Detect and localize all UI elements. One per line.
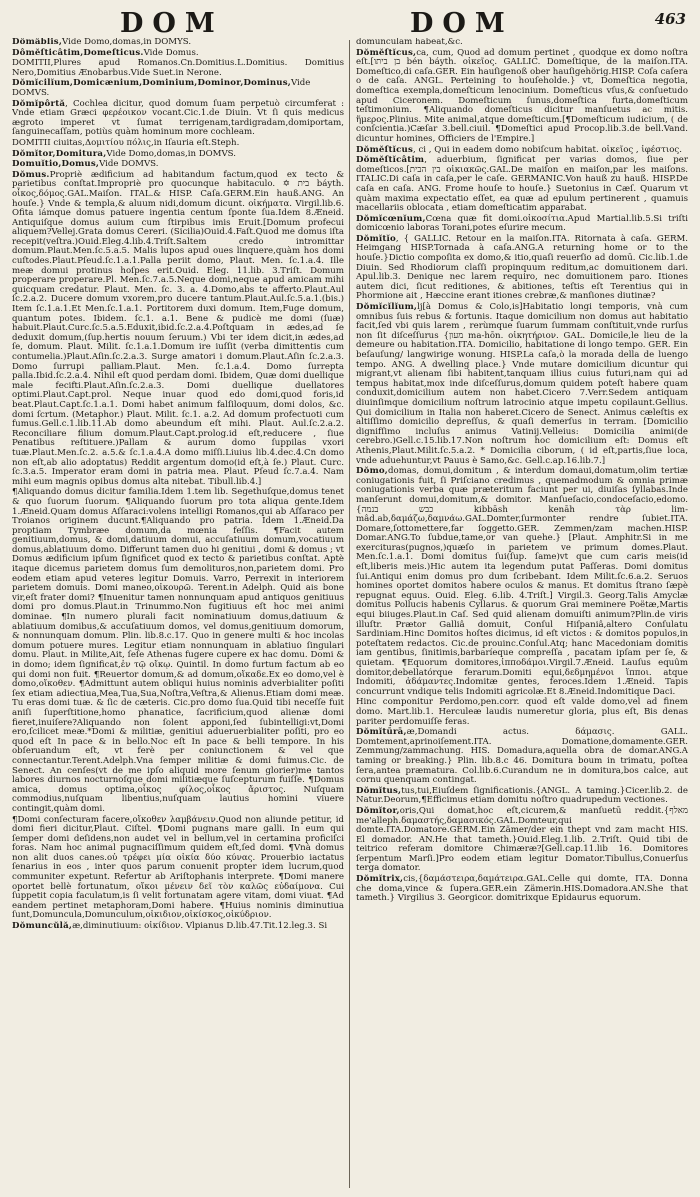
entry-text: , aduerbium, ſignificat per varias domos, ſiue per domeſticos.[בין הבית οἰκιακῶς.GAL.De maiſon en maiſon,par les maiſons. ITALIC.Di caſa in caſa,per le caſe. GERMANIC.Von hauß zu hauß. HISP.De caſa en caſa. ANG. Frome houſe to houſe.} Suetonius in Cæſ. Quarum vt quàm maxima expectatio eſſet, ea quæ ad epulum pertinerent , quamuis macellariis oblocata , etiam domeſticatim apparabat. [356, 155, 688, 214]
dictionary-entry [12, 139, 344, 149]
entry-headword: Dŏmuncŭlă, [12, 921, 73, 932]
entry-text: Vide Domo,domas,in DOMVS. [106, 148, 236, 159]
entry-headword: Dŏmĭtūrā, [356, 727, 407, 738]
entry-headword: Dŏmĭtor, [356, 805, 400, 816]
entry-text: Propriè ædificium ad habitandum factum,quod ex tecto & parietibus conſtat.Impropriè pro quocunque habitaculo. ✡ בית báyth. οἶκος,δόμος.GAL.Maiſon. ITAL.& HISP. Caſa.GERM.Ein hauß.ANG. An houſe.} Vnde & templa,& aluum nidi,domum dicunt. οἰκήματα. Virgil.lib.6. Ofita iámque domus patuere ingentia centum ſponte ſua.Idem 8.Æneid. Antiquiſque domus auium cum ſtirpibus imis Eruit.[Domum profecui aliquem?Vellej.Grata domus Cereri. (Sicilia)Ouid.4.Faſt.Quod me domus iſta recepit(veſtra.)Ouid.Eleg.4.lib.4.Triſt.Saltem credo intromittar domum.Plaut.Men.ſc.5.a.5. Malis lupos apud oues linquere,quàm hos domi cuſtodes.Plaut.Pſeud.ſc.1.a.1.Palla periit domo, Plaut. Men. ſc.1.a.4. Ille meæ domui protinus hoſpes erit.Ouid. Eleg. 11.lib. 3.Triſt. Domum properare properare.Pl. Men.ſc.7.a.5.Neque domi,neque apud amicam mihi quicquam credatur. Plaut. Men. ſc. 3. a. 4.Domo,abs te afferto.Plaut.Aul ſc.2.a.2. Ducere domum vxorem,pro ducere tantum.Plaut.Aul.ſc.5.a.1.(bis.) Item ſc.1.a.1.Et Men.ſc.1.a.1. Portitorem duxi domum. Item,Fuge domum, quantum potes. Ibidem. ſc.1. a.1. Bene & pudicè me domi (ſuæ) habuit.Plaut.Curc.ſc.5.a.5.Eduxit,ibid.ſc.2.a.4.Poſtquam in ædes,ad ſe deduxit domum,(ſup.hertis nouum ſeruum.) Vbi ter idem dicit,in ædes,ad ſe, domum. Plaut. Milit. ſc.1.a.1.Domum ire iuſſit (verba dimittentis cum contumelia.)Plaut.Aſin.ſc.2.a.3. Surge amatori i domum.Plaut.Aſin ſc.2.a.3. Domo ſurrupi palliam.Plaut. Men. ſc.1.a.4. Domo ſurrepta palla.Ibid.ſc.2.a.4. Nihil eſt quod perdam domi. Ibidem, Quæ domi duellique male fecifti.Plaut.Aſin.ſc.2.a.3. Domi duellique duellatores optimi.Plaut.Capt.prol. Neque inuar quod edo domi,quod foris,id beat.Plaut.Capt.ſc.1.a.1. Domi habet animum falſiloquum, domi dolos, &c. domi ſcrtum. (Metaphor.) Plaut. Milit. ſc.1. a.2. Ad domum profectuoti cum fumus.Gell.c.1.lib.11.Ab domo abeundum eſt mihi. Plaut. Aul.ſc.2.a.2. Reconciliare filium domum.Plaut.Capt.prolog.id eſt,reducere , ſiue Penatibus reſtituere.)Pallam & aurum domo ſuppilas vxori tuæ.Plaut.Men.ſc.2. a.5.& ſc.1.a.4.A domo miſſi.Liuius lib.4.dec.4.Cn domo non eſt,ab alio adoptatus) Reddit argentum domo(id eſt,à ſe.) Plaut. Curc. ſc.3.a.5. Imperator eram domi in patria mea. Plaut. Pſeud ſc.7.a.4. Nam mihi eum magnis opibus domus alta nitebat. Tibull.lib.4.] [12, 169, 344, 487]
entry-text: lj[à Domus & Colo,is]Habitatio longi temporis, vnà cum omnibus ſuis rebus & fortunis. Itaque domicilium non domus aut habitatio facit,ſed vbi quis larem , rerùmque ſuarum ſummam conſtituit,vnde rurſus non ſit diſceſſurus {מעון ma-hōn. οἰκητήριον. GAL. Domicile,le lieu de la demeure ou habitation.ITA. Domicilio, habitatione di longo tempo. GER. Ein beſauſung/ langwirige wonung. HISP.La caſa,ò la morada della de luengo tempo. ANG. A dwelling place.} Vnde mutare domicilium dicuntur qui migrant,vt alienam ſibi habitent,tanquam illius cuius futuri,nam qui ad tempus habitat,mox inde diſceſſurus,domum quidem poteſt habere quam conduxit,domicilium autem non habet.Cicero 7.Verr.Sedem antiquam diuinſimque domicilium noſtrum latrocinio atque impetu copilaunt.Gellius. Qui domicilium in Italia non haberet.Cicero de Senect. Animus cæleſtis ex altiſſimo domicilio depreſſus, & quaſi demerſus in terram. [Domicilio dignifſimo incluſus animus Vatinij.Velleius: Domicilia animi(de cerebro.)Gell.c.15.lib.17.Non noſtrum hoc domicilium eſt: Domus eſt Athenis,Plaut.Milit.ſc.5.a.2. * Domicilia ciborum, ( id eſt,partis,ſiue loca, vnde aduehuntur,vt Pauus è Samo,&c. Gell.c.ap.16.lib.7.] [356, 302, 688, 466]
dictionary-entry [12, 488, 344, 814]
page-header [0, 6, 700, 39]
dictionary-entry [356, 875, 688, 904]
running-head-left: DOM [120, 8, 224, 39]
dictionary-entry [356, 807, 688, 874]
entry-headword: Dŏmĭpôrtă [12, 98, 66, 109]
entry-headword: Dŏmĕſtĭcus [356, 144, 413, 155]
dictionary-entry [356, 49, 688, 145]
entry-text: Vide Domo,domas,in DOMYS. [62, 38, 192, 47]
left-column [12, 38, 344, 1188]
entry-headword: Dŏmus. [12, 169, 50, 180]
entry-text: æ,Domandi actus. δάμασις. GALL. Domtement,aprinoiſement.ITA. Domatione,domamente.GER. Zemmung/zammachung. HIS. Domadura,aquella obra de domar.ANG.A taming or breaking.} Plin. lib.8.c 46. Domitura boum in trimatu, poſtea ſera,antea præmatura. Col.lib.6.Curandum ne in domitura,bos calce, aut cornu quenquam contingat. [356, 727, 688, 786]
dictionary-entry [356, 156, 688, 214]
entry-headword: Dŏmĭcilĭum,Domicænium,Dominium,Dominor,Dominus, [12, 78, 291, 89]
dictionary-entry [12, 922, 344, 932]
running-head-right: DOM [410, 8, 514, 39]
entry-text: Vide Domus. [143, 47, 199, 58]
dictionary-entry [12, 100, 344, 138]
entry-text: tus,tui,Eiuſdem ſignificationis.{ANGL. A taming.}Cicer.lib.2. de Natur.Deorum,¶Efficimus etiam domitu noſtro quadrupedum vectiones. [356, 785, 688, 806]
dictionary-entry [12, 59, 344, 78]
entry-headword: Dŏmĭtor,Domitura, [12, 148, 107, 159]
dictionary-entry [12, 160, 344, 170]
dictionary-entry [356, 235, 688, 302]
dictionary-entry [356, 467, 688, 697]
dictionary-entry [12, 171, 344, 488]
entry-text: oris,Qui domat,hoc eſt,cicurem,& manſuetū reddit.{מאלף me'alleph.δαμαστής,δαμασικός.GAL.Domteur,qui domte.ITA.Domatore.GERM.Ein Zämer/der ein thept vnd zam macht HIS. El domador. AN.He that tameth.}Ouid.Eleg.1.lib. 2.Triſt. Quid tibi de teitrico referam domitore Chimæræ?[Gell.cap.11.lib 16. Domitores ſerpentum Marſi.]Pro eodem etiam legitur Domator.Tibullus,Conuerſus terga domator. [356, 805, 688, 874]
entry-text: Vide DOMVS. [12, 78, 311, 98]
dictionary-entry [356, 698, 688, 727]
entry-headword: Dŏmĭcĭlĭum, [356, 302, 418, 313]
dictionary-entry [356, 38, 688, 48]
entry-text: Hinc componitur Perdomo,pen.corr. quod eſt valde domo,vel ad finem domo. Mart.lib.1. Herculeæ laudis numeretur gloria, plus eſt, Bis denas pariter perdomuiſſe feras. [356, 697, 688, 727]
entry-headword: Dŏmĭtrix, [356, 874, 404, 885]
entry-headword: Dŏmĕſtĭcâtim [356, 155, 425, 166]
dictionary-entry [356, 787, 688, 806]
entry-headword: Dômâblis, [12, 38, 63, 47]
right-column [356, 38, 688, 1188]
dictionary-entry [12, 49, 344, 59]
entry-headword: Dŏmĭtus, [356, 785, 402, 796]
entry-headword: Dômĕſticâtim,Domeſticus. [12, 47, 144, 58]
entry-text: , Cochlea dicitur, quod domum ſuam perpetuò circumferat : Vnde etiam Græci φερέοικον vocant.Cic.1.de Diuin. Vt ſi quis medicus ægroto imperet vt ſumat terrigenam,tardigradam,domiportam, ſanguinecaſſam, potiùs quàm hominum more cochleam. [12, 98, 344, 138]
entry-text: cis,{δαμάστειρα,δαμάτειρα.GAL.Celle qui domte, ITA. Donna che doma,vince & ſupera.GER.ein Zämerin.HIS.Domadora.AN.She that tameth.} Virgilius 3. Georgicor. domitrixque Epidaurus equorum. [356, 874, 688, 904]
entry-text: Vide DOMVS. [99, 159, 159, 170]
entry-text: ¶Domi conſecturam facere,οἴκοθεν λαμβάνειν.Quod non aliunde petitur, id domi fieri dicitur,Plaut. Ciſtel. ¶Domi pugnans mare galli. In eum qui ſemper domi deſidens,non audet vel in bellum,vel in certamina proficiſci foras. Nam hoc animal pugnaciſſimum quidem eſt,ſed domi. ¶Vnà domus non alit duos canes.οὐ τρέφει μία οἰκία δύο κύνας. Prouerbio iactatus ſenarius in eos , inter quos parum conuenit propter idem lucrum,quod communiter expetunt. Refertur ab Ariſtophanis interprete. ¶Domi manere oportet bellè fortunatum, οἴκοι μένειν δεῖ τὸν καλῶς εὐδαίμονα. Cui ſuppetit copia faculatum,is ſi velit fortunatam agere vitam, domi viuat. ¶Ad eandem pertinet metaphoram,Domi habere. ¶Huius nominis diminutiua ſunt,Domuncula,Domunculum,οἰκιδιον,οἰκίσκος,οἰκύδριον. [12, 814, 344, 921]
entry-text: domunculam habeat,&c. [356, 38, 463, 47]
entry-text: Cœna quæ fit domi.οἰκοσίτια.Apud Martial.lib.5.Si triſti domicœnio laboras Torani,potes eſurire mecum. [356, 213, 688, 234]
entry-headword: Dŏmo, [356, 466, 389, 477]
entry-headword: Dŏmĕſtĭcus, [356, 47, 417, 58]
entry-text: DOMITII ciuitas,Δομιτίου πόλις,in Iſauria eſt.Steph. [12, 137, 240, 148]
dictionary-entry [12, 816, 344, 922]
dictionary-entry [356, 303, 688, 466]
entry-headword: Domuĭtio,Domus, [12, 159, 100, 170]
entry-headword: Dŏmĭcœnĭum, [356, 213, 426, 224]
dictionary-entry [12, 38, 344, 48]
page-number: 463 [654, 10, 686, 28]
entry-headword: Dŏmĭtĭo [356, 233, 396, 244]
dictionary-entry [356, 728, 688, 786]
dictionary-entry [12, 79, 344, 98]
dictionary-entry [356, 215, 688, 234]
entry-text: ¶Aliquando domus dicitur familia.Idem 1.tem lib. Segethuſque,domus tenet & quo ſuorum ſuorum. ¶Aliquando ſuorum pro tota aliqua gente.Idem 1.Æneid.Quam domus Aſſaraci:volens intelligi Romanos,qui ab Aſſaraco per Troianos originem ducunt.¶Aliquando pro patria. Idem 1.Æneid.Da proptiam Tymbræe domum,da mœnia feſſis. ¶Facit autem genitiuum,domus, & domi,datiuum domui, accuſatiuum domum,vocatiuum domus,ablatiuum domo. Differunt tamen duo hi genitiui , domi & domus ; vt Domus ædificium ipſum ſignificet quod ex tecto & parietibus conſtat. Aptè itaque dicemus parietem domus ſum demolituros,non,parietem domi. Pro eodem etiam apud veteres legitur Domuis. Varro, Perrexit in interiorem parietem domuis. Domi maneo,οἰκουρῶ. Terent.in Adelph. Quid ais bone vir,eſt frater domi? ¶Inuenitur tamen nonnunquam apud antiquos genitiuus domi pro domus.Plaut.in Trinummo.Non fugitiuus eſt hoc mei animi dominae. ¶In numero plurali facit nominatiuum domus,datiuum & ablatiuum domibus,& accuſatiuum domos, vel domus,genitiuum domorum, & nonnunquam domum. Plin. lib.8.c.17. Quo in genere multi & hoc incolas domum potuere mures. Legitur etiam nonnunquam in ablatiuo ſingulari domu. Plaut. in Milite,Ait, ſeſe Athenas fugere cupere ex hac domu. Domi & in domo; idem ſignificat,ἐν τῷ οἴκῳ. Quintil. In domo furtum factum ab eo qui domi non fuit. ¶Reuertor domum,& ad domum,οἴκαδε.Ex eo domo,vel è domo,οἴκοθεν. ¶Admittunt autem obliqui huius nominis adverbialiter poſiti ſex etiam adiectiua,Mea,Tua,Sua,Noſtra,Veſtra,& Alienus.Etiam domi meæ. Tu eras domi tuæ. & ſic de cæteris. Cic.pro domo ſua.Quid tibi neceſſe fuit aniſi ſuperſtitione,homo phanatice, ſacrificium,quod alienæ domi fieret,inuiſere?Aliquando non ſolent apponi,ſed ſubintelligi:vt,Domi ero,ſcilicet meæ.*Domi & militiæ, genitiui adueruerbialiter poſiti, pro eo quod eſt In pace & in bello.Noc eſt In pace & belli tempore. In his obſeruandum eſt, vt ferè per coniunctionem & vel que connectantur.Terent.Adelph.Vna ſemper militiæ & domi fuimus.Cic. de Senect. An cenſes(vt de me ipſo aliquid more ſenum glorier)me tantos labores diurnos nocturnoſque domi militiæque ſuſcepturum fuiſſe. ¶Domus amica, domus optima,οἶκος φίλος,οἶκος ἄριστος. Nuſquam commodius,nuſquam libentius,nuſquam lautius homini viuere contingit,quàm domi. [12, 487, 344, 814]
entry-text: DOMITII,Plures apud Romanos.Cn.Domitius.L.Domitius. Domitius Nero,Domitius Ænobarbus.Vide Suet.in Nerone. [12, 58, 344, 78]
entry-text: æ,diminutiuum: οἰκίδιον. Vlpianus D.lib.47.Tit.12.leg.3. Si [72, 921, 328, 932]
entry-text: , ci , Qui in eadem domo nobiſcum habitat. οἰκεῖος , ἰφέστιος. [413, 144, 682, 155]
dictionary-entry [12, 150, 344, 160]
column-divider [349, 40, 350, 1188]
entry-text: , { GALLIC. Retour en la maiſon.ITA. Ritornata à caſa. GERM. Heimgang HISP.Tornada à caſa.ANG.A returning home or to the houſe.}Dictio compoſita ex domo,& itio,quaſi reuerſio ad domū. Cic.lib.1.de Diuin. Sed Rhodiorum claſſi propinquum reditum,ac domuitionem dari. Apul.lib.3. Denique nec larem requiro, nec domuitionem paro. Itiones autem dici, ſicut reditiones, & abitiones, teſtis eſt Terentius qui in Phormione ait , Hæccine erant itiones crebræ,& manſiones diutinæ? [356, 233, 688, 302]
dictionary-entry [356, 146, 688, 156]
entry-text: ca, cum, Quod ad domum pertinet , quodque ex domo noſtra eſt.[בן ביתו bén báyth. οἰκεῖος. GALLIC. Domeſtique, de la maiſon.ITA. Domeſtico,di caſa.GER. Ein hauſigenoß ober hauſigehörig.HISP. Coſa caſera o de caſa. ANGL. Perteining to houſeholde.} vt, Domeſtica negotia, domeſtica exempla,domeſticum lenocinium. Domeſticus vſus,& conſuetudo apud Ciceronem. Domeſticum ſunus,domeſtica furta,domeſticum teſtimonium. ¶Aliquando domeſticus dicitur manſuetus ac mitis. ἥμερος.Plinius. Mite animal,atque domeſticum.[¶Domeſticum iudicium, ( de conſcientia.)Cæſar 3.bell.ciuil. ¶Domeſtici apud Procop.lib.3.de bell.Vand. dicuntur homines, Officiers de l'Empire.] [356, 47, 688, 144]
entry-text: domas, domui,domitum , & interdum domaui,domatum,olim tertiæ coniugationis fuit, ſi Priſciano credimus , quemadmodum & omnia primæ coniugationis verba quæ præteritum faciunt per ui, diuiſas ſyllabas.Inde manſerunt domui,domitum,& domitor. Manſueſacio,condoceſacio,edomo. {כבש בנמה kibbāsh kenāh τὰρ lim-mâd.ab,δαμάζω,δαμνάω.GAL.Domter,ſurmonter rendre ſubiet.ITA. Domare,ſottomettere,far ſoggetto.GER. Zemmen/zam machen.HISP. Domar.ANG.To ſubdue,tame,or van quehe.} [Plaut. Amphitr.Si in me exercituras(pugnos,)quæſo in parietem ve primum domes.Plaut. Men.ſc.1.a.1. Domi domitus ſui(ſup. ſame)vt que cum caris meis(id eſt,liberis meis.)Hic autem ita legendum putat Paſſeras. Domi domitus ſui.Antiqui enim domus pro dum ſcribebant. Idem Milit.ſc.6.a.2. Seruos homines oportet domitos habere oculos & manus. Et domitus ſtrano ſæpè repugnat equus. Ouid. Eleg. 6.lib. 4.Triſt.] Virgil.3. Georg.Talis Amyclæ domitus Pollucis habenis Cyllarus. & quorum Grai meminere Poëtæ,Martis equi biiuges.Plaut.in Caſ. Sed quid alienam domuiſti animum?Plin.de viris illuſtr. Prætor Galliâ domuit, Conſul Hiſpaniâ,altero Conſulatu Sardiniam.Hinc Domitos hoſtes dicimus, id eſt victos : & domitos populos,in poteſtatem redactos. Cic.de prouinc.Conſul.Atq; hanc Macedoniam domitis iam gentibus, ſinitimis,barbaríeque compreſſa , pacatam ipſam per ſe, & quietam. ¶Equorum domitores,ἱπποδάμοι.Virgil.7.Æneid. Lauſus equûm domitor,debellatórque ferarum.Domiti equi,δεδμημένοι ἵπποι. atque Indomiti, ἀδάμαντες.Indomitæ gentes, feroces.Idem 1.Æneid. Tapis concurrunt vndique telis Indomiti agricolæ.Et 8.Æneid.Indomitique Daci. [356, 466, 688, 697]
